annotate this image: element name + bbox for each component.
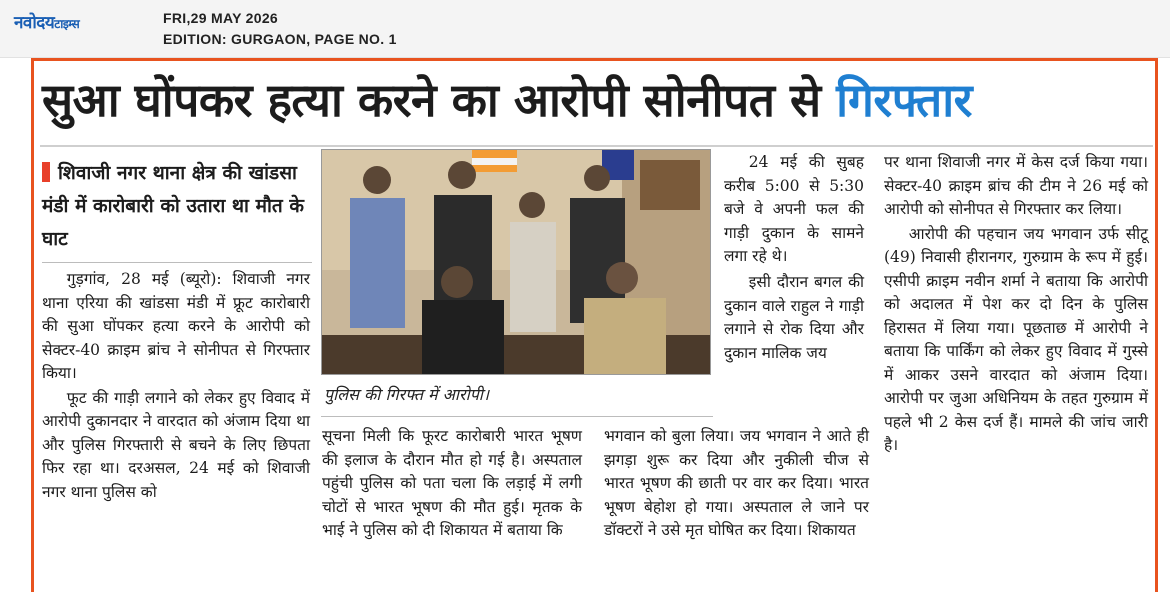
column-1	[42, 268, 310, 504]
article-frame	[31, 58, 1158, 592]
column-2b	[604, 425, 869, 543]
column-2a	[322, 425, 582, 543]
headline-main: सुआ घोंपकर हत्या करने का आरोपी सोनीपत से	[42, 73, 837, 127]
caption-divider	[321, 416, 713, 417]
headline-divider	[40, 145, 1153, 147]
paragraph: सूचना मिली कि फूरट कारोबारी भारत भूषण की इलाज के दौरान मौत हो गई है। अस्पताल पहुंची पुलिस को पता चला कि लड़ाई में लगी चोटों से भारत भूषण की मौत हुई। मृतक के भाई ने पुलिस को दी शिकायत में बताया कि	[322, 427, 582, 539]
headline-highlight: गिरफ्तार	[836, 73, 972, 127]
column-3-top	[724, 151, 864, 269]
headline	[42, 69, 1152, 131]
subhead-divider	[42, 262, 312, 263]
logo-main: नवोदय	[14, 13, 55, 33]
news-photo	[321, 149, 711, 375]
paragraph: इसी दौरान बगल की दुकान वाले राहुल ने गाड़ी लगाने से रोक दिया और दुकान मालिक जय	[724, 273, 864, 362]
subheadline	[42, 157, 312, 256]
top-bar	[0, 0, 1170, 58]
paragraph: आरोपी की पहचान जय भगवान उर्फ सीटू (49) निवासी हीरानगर, गुरुग्राम के रूप में हुई। एसीपी क्राइम नवीन शर्मा ने बताया कि आरोपी को अदालत में पेश कर दो दिन के पुलिस हिरासत में लिया गया। पूछताछ में आरोपी ने बताया कि पार्किंग को लेकर हुए विवाद में गुस्से में आकर उसने वारदात को अंजाम दिया। आरोपी पर जुआ अधिनियम के तहत गुरुग्राम में पहले भी 2 केस दर्ज हैं। मामले की जांच जारी है।	[884, 224, 1148, 454]
edition-info: EDITION: GURGAON, PAGE NO. 1	[163, 31, 397, 47]
paragraph: भगवान को बुला लिया। जय भगवान ने आते ही झगड़ा शुरू कर दिया और नुकीली चीज से भारत भूषण की छाती पर वार कर दिया। भारत भूषण बेहोश हो गया। अस्पताल ले जाने पर डॉक्टरों ने उसे मृत घोषित कर दिया। शिकायत	[604, 427, 869, 539]
subhead-text: शिवाजी नगर थाना क्षेत्र की खांडसा मंडी में कारोबारी को उतारा था मौत के घाट	[42, 162, 304, 250]
paragraph: 24 मई की सुबह करीब 5:00 से 5:30 बजे वे अपनी फल की गाड़ी दुकान के सामने लगा रहे थे।	[724, 153, 864, 265]
paragraph: गुड़गांव, 28 मई (ब्यूरो): शिवाजी नगर थाना एरिया की खांडसा मंडी में फ्रूट कारोबारी की सुआ घोंपकर हत्या करने के आरोपी को सेक्टर-40 क्राइम ब्रांच ने सोनीपत से गिरफ्तार किया।	[42, 270, 310, 382]
edition-meta	[163, 8, 397, 50]
column-4	[884, 151, 1148, 458]
paragraph: फूट की गाड़ी लगाने को लेकर हुए विवाद में आरोपी दुकानदार ने वारदात को अंजाम दिया था और पुलिस गिरफ्तारी से बचने के लिए छिपता फिर रहा था। दरअसल, 24 मई को शिवाजी नगर थाना पुलिस को	[42, 388, 310, 501]
issue-date: FRI,29 MAY 2026	[163, 10, 279, 26]
photo-caption: पुलिस की गिरफ्त में आरोपी।	[324, 385, 490, 404]
logo-sub: टाइम्स	[54, 17, 80, 31]
paragraph: पर थाना शिवाजी नगर में केस दर्ज किया गया। सेक्टर-40 क्राइम ब्रांच की टीम ने 26 मई को आरोपी को सोनीपत से गिरफ्तार कर लिया।	[884, 153, 1148, 218]
column-3-bottom	[724, 271, 864, 365]
newspaper-logo[interactable]	[14, 10, 79, 33]
subhead-marker	[42, 162, 50, 182]
